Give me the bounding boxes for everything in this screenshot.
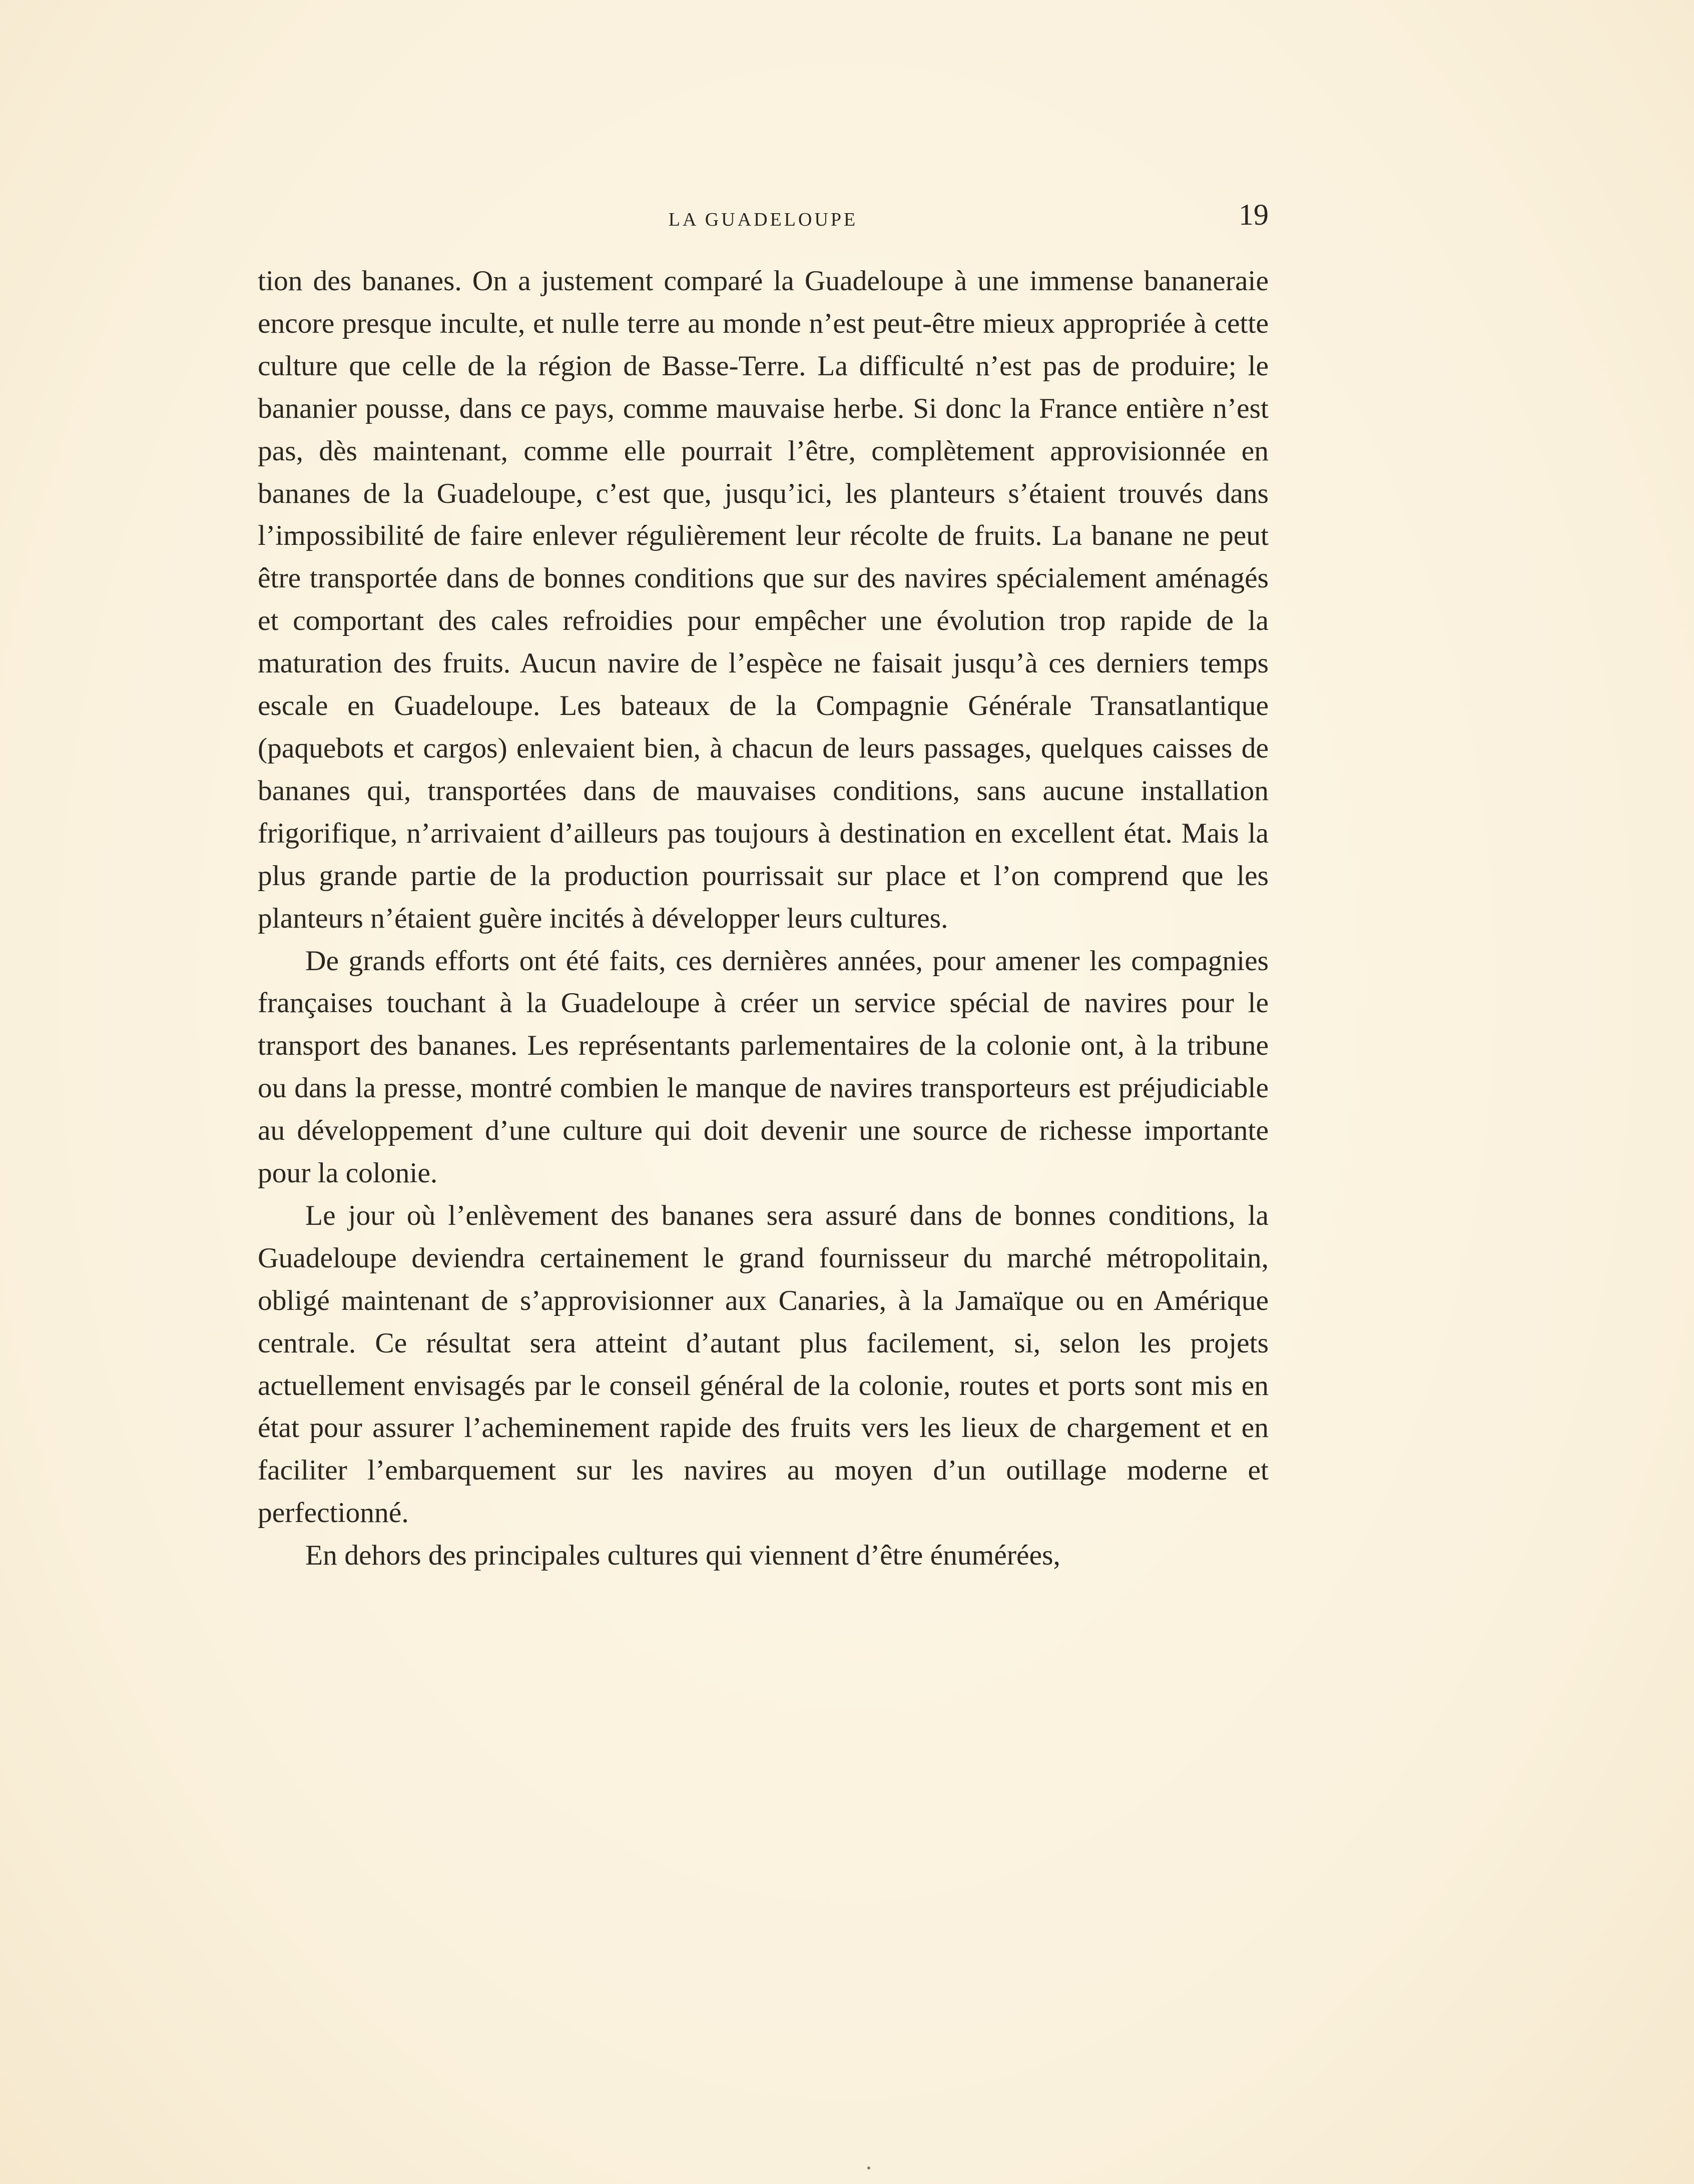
- page-header: [258, 198, 1269, 253]
- scan-speck: [867, 2166, 870, 2169]
- paragraph-shipping-efforts: De grands efforts ont été faits, ces dernières années, pour amener les compagnies françaises touchant à la Guadeloupe à créer un service spécial de navires pour le transport des bananes. Les représentants parlementaires de la colonie ont, à la tribune ou dans la presse, montré combien le manque de navires transporteurs est préjudiciable au développement d’une culture qui doit devenir une source de richesse importante pour la colonie.: [258, 945, 1269, 1189]
- running-title: LA GUADELOUPE: [668, 209, 858, 230]
- body-text: [258, 260, 1269, 1577]
- paragraph-bananas-intro: tion des bananes. On a justement comparé la Guadeloupe à une immense bananeraie encore presque inculte, et nulle terre au monde n’est peut-être mieux appropriée à cette culture que celle de la région de Basse-Terre. La difficulté n’est pas de produire; le bananier pousse, dans ce pays, comme mauvaise herbe. Si donc la France entière n’est pas, dès maintenant, comme elle pourrait l’être, complètement approvisionnée en bananes de la Guadeloupe, c’est que, jusqu’ici, les planteurs s’étaient trouvés dans l’impossibilité de faire enlever régulièrement leur récolte de fruits. La banane ne peut être transportée dans de bonnes conditions que sur des navires spécialement aménagés et comportant des cales refroidies pour empêcher une évolution trop rapide de la maturation des fruits. Aucun navire de l’espèce ne faisait jusqu’à ces derniers temps escale en Guadeloupe. Les bateaux de la Compagnie Générale Transatlantique (paquebots et cargos) enlevaient bien, à chacun de leurs passages, quelques caisses de bananes qui, transportées dans de mauvaises conditions, sans aucune installation frigorifique, n’arrivaient d’ailleurs pas toujours à destination en excellent état. Mais la plus grande partie de la production pourrissait sur place et l’on comprend que les planteurs n’étaient guère incités à développer leurs cultures.: [258, 265, 1269, 934]
- paragraph-future-supply: Le jour où l’enlèvement des bananes sera assuré dans de bonnes conditions, la Guadeloupe deviendra certainement le grand fournisseur du marché métropolitain, obligé maintenant de s’approvisionner aux Canaries, à la Jamaïque ou en Amérique centrale. Ce résultat sera atteint d’autant plus facilement, si, selon les projets actuellement envisagés par le conseil général de la colonie, routes et ports sont mis en état pour assurer l’acheminement rapide des fruits vers les lieux de chargement et en faciliter l’embarquement sur les navires au moyen d’un outillage moderne et perfectionné.: [258, 1199, 1269, 1529]
- page-number: 19: [1239, 198, 1269, 231]
- paragraph-other-cultures: En dehors des principales cultures qui viennent d’être énumérées,: [305, 1540, 1060, 1572]
